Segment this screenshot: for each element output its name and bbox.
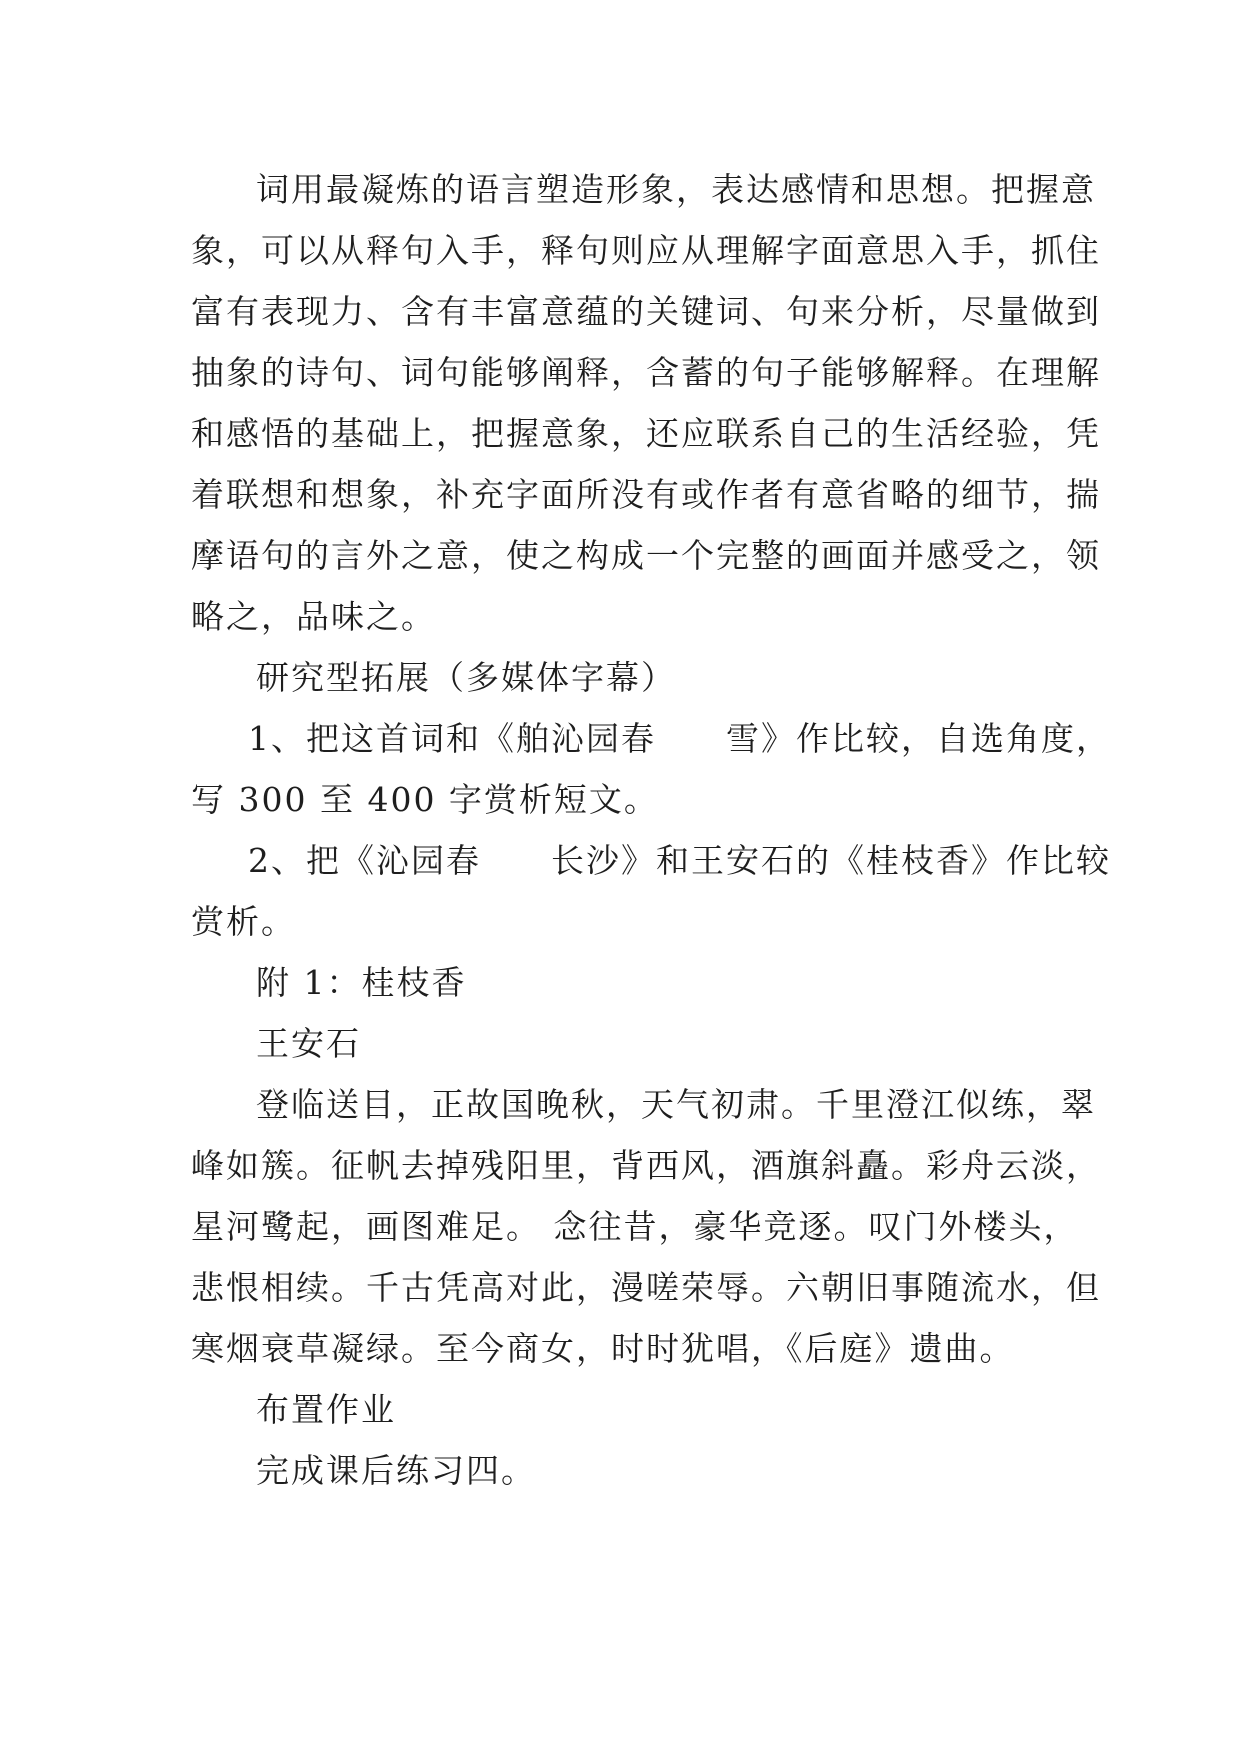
text-line: 悲恨相续。千古凭高对此，漫嗟荣辱。六朝旧事随流水，但 xyxy=(191,1268,1101,1307)
text-line: 词用最凝炼的语言塑造形象，表达感情和思想。把握意 xyxy=(256,170,1096,209)
text-line: 赏析。 xyxy=(191,902,296,941)
paragraph-imagery-analysis xyxy=(191,159,1101,647)
text-line: 象，可以从释句入手，释句则应从理解字面意思入手，抓住 xyxy=(191,231,1101,270)
text-line: 布置作业 xyxy=(256,1390,396,1429)
document-body xyxy=(191,159,1111,1501)
text-line: 1、把这首词和《舶沁园春 雪》作比较，自选角度， xyxy=(248,719,1111,758)
text-line: 登临送目，正故国晚秋，天气初肃。千里澄江似练，翠 xyxy=(256,1085,1096,1124)
text-line: 研究型拓展（多媒体字幕） xyxy=(256,658,676,697)
text-line: 完成课后练习四。 xyxy=(256,1451,536,1490)
text-line: 着联想和想象，补充字面所没有或作者有意省略的细节，揣 xyxy=(191,475,1101,514)
text-line: 摩语句的言外之意，使之构成一个完整的画面并感受之，领 xyxy=(191,536,1101,575)
text-line: 略之，品味之。 xyxy=(191,597,436,636)
appendix-title xyxy=(191,952,1061,1013)
text-line: 富有表现力、含有丰富意蕴的关键词、句来分析，尽量做到 xyxy=(191,292,1101,331)
text-line: 抽象的诗句、词句能够阐释，含蓄的句子能够解释。在理解 xyxy=(191,353,1101,392)
text-line: 2、把《沁园春 长沙》和王安石的《桂枝香》作比较 xyxy=(248,841,1111,880)
poem-body xyxy=(191,1074,1101,1379)
homework-content xyxy=(191,1440,1061,1501)
text-line: 写 300 至 400 字赏析短文。 xyxy=(191,780,659,819)
text-line: 星河鹭起，画图难足。 念往昔，豪华竞逐。叹门外楼头， xyxy=(191,1207,1079,1246)
section-heading-research-extension xyxy=(191,647,1061,708)
text-line: 寒烟衰草凝绿。至今商女，时时犹唱，《后庭》遗曲。 xyxy=(191,1329,1015,1368)
text-line: 和感悟的基础上，把握意象，还应联系自己的生活经验，凭 xyxy=(191,414,1101,453)
poem-author xyxy=(191,1013,1061,1074)
text-line: 王安石 xyxy=(256,1024,361,1063)
text-line: 附 1：桂枝香 xyxy=(256,963,467,1002)
task-item-1 xyxy=(191,708,1111,830)
task-item-2 xyxy=(191,830,1111,952)
section-heading-homework xyxy=(191,1379,1061,1440)
text-line: 峰如簇。征帆去掉残阳里，背西风，酒旗斜矗。彩舟云淡， xyxy=(191,1146,1101,1185)
